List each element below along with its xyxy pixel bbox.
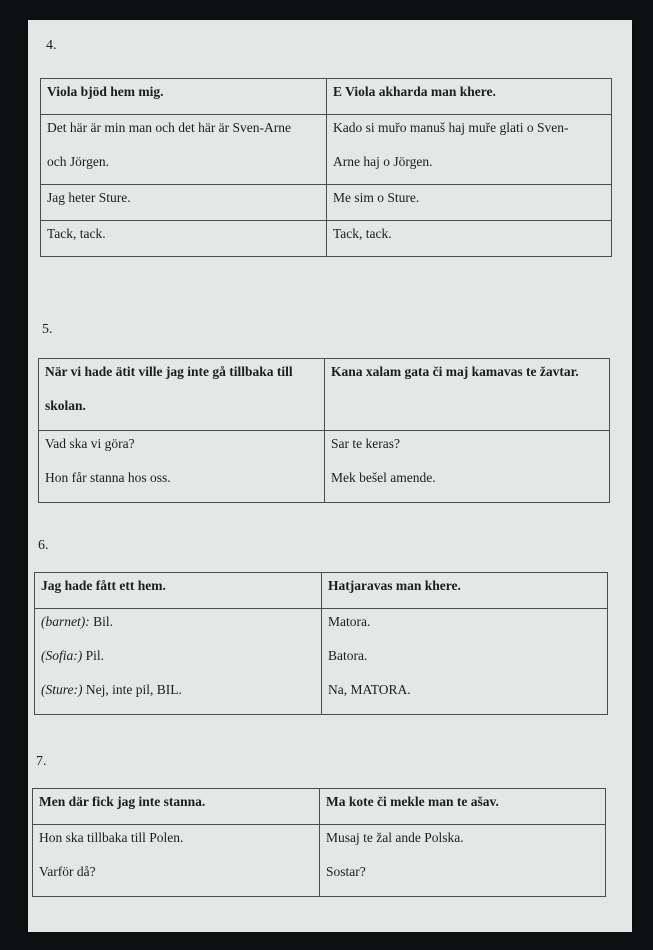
- document-page: [28, 20, 632, 932]
- swedish-cell: Vad ska vi göra? Hon får stanna hos oss.: [39, 431, 325, 503]
- section-number: 6.: [38, 538, 49, 553]
- speaker-label: (barnet):: [41, 614, 90, 629]
- section-number: 5.: [42, 322, 53, 337]
- translation-table: [38, 358, 610, 503]
- swedish-cell: (barnet): Bil. (Sofia:) Pil. (Sture:) Nej, inte pil, BIL.: [35, 609, 322, 715]
- section-number: 4.: [46, 38, 57, 53]
- swedish-cell: Hon ska tillbaka till Polen. Varför då?: [33, 825, 320, 897]
- translation-table: [32, 788, 606, 897]
- speaker-label: (Sofia:): [41, 648, 83, 663]
- romani-cell: Musaj te žal ande Polska. Sostar?: [320, 825, 606, 897]
- swedish-cell: Jag hade fått ett hem.: [35, 573, 322, 609]
- table-row: [41, 221, 612, 257]
- romani-cell: Hatjaravas man khere.: [322, 573, 608, 609]
- swedish-cell: Viola bjöd hem mig.: [41, 79, 327, 115]
- swedish-cell: Det här är min man och det här är Sven-Arne och Jörgen.: [41, 115, 327, 185]
- romani-cell: Matora. Batora. Na, MATORA.: [322, 609, 608, 715]
- swedish-cell: Jag heter Sture.: [41, 185, 327, 221]
- table-row: [35, 609, 608, 715]
- table-row: [41, 115, 612, 185]
- swedish-cell: Tack, tack.: [41, 221, 327, 257]
- table-row: [39, 431, 610, 503]
- translation-table: [34, 572, 608, 715]
- romani-cell: Me sim o Sture.: [327, 185, 612, 221]
- table-row: [39, 359, 610, 431]
- table-row: [35, 573, 608, 609]
- table-row: [33, 825, 606, 897]
- romani-cell: Sar te keras? Mek bešel amende.: [325, 431, 610, 503]
- table-row: [33, 789, 606, 825]
- speaker-label: (Sture:): [41, 682, 83, 697]
- romani-cell: Kado si muřo manuš haj muře glati o Sven- Arne haj o Jörgen.: [327, 115, 612, 185]
- swedish-cell: Men där fick jag inte stanna.: [33, 789, 320, 825]
- table-row: [41, 185, 612, 221]
- romani-cell: Ma kote či mekle man te ašav.: [320, 789, 606, 825]
- swedish-cell: När vi hade ätit ville jag inte gå tillbaka till skolan.: [39, 359, 325, 431]
- table-row: [41, 79, 612, 115]
- romani-cell: Kana xalam gata či maj kamavas te žavtar.: [325, 359, 610, 431]
- translation-table: [40, 78, 612, 257]
- romani-cell: Tack, tack.: [327, 221, 612, 257]
- romani-cell: E Viola akharda man khere.: [327, 79, 612, 115]
- section-number: 7.: [36, 754, 47, 769]
